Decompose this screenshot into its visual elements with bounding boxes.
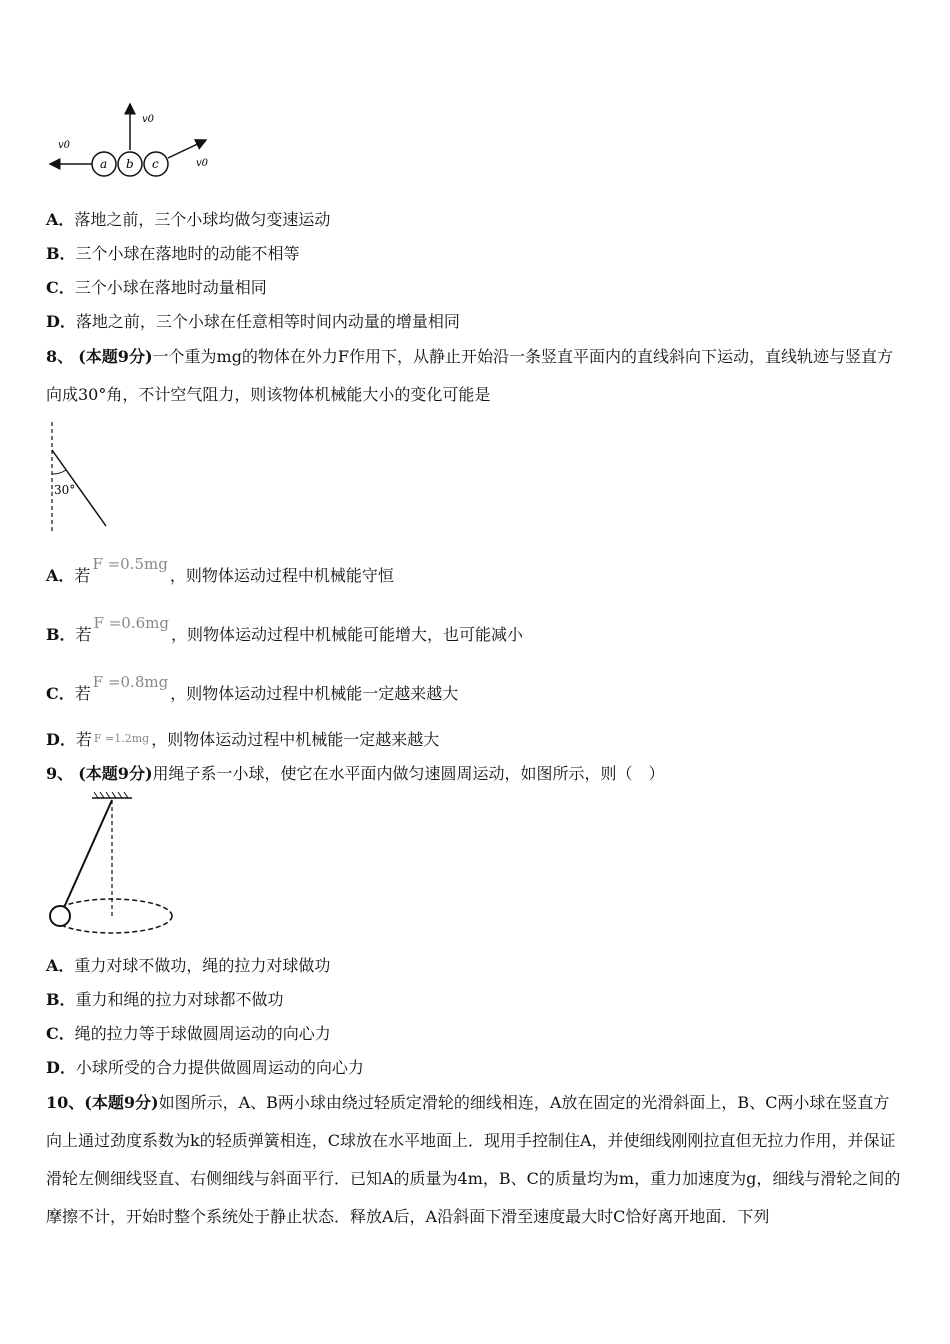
label-v0-up: v0	[142, 114, 155, 125]
label-c: c	[152, 157, 159, 171]
q7-option-c: C．三个小球在落地时动量相同	[46, 278, 267, 297]
q9-option-a: A．重力对球不做功，绳的拉力对球做功	[46, 956, 331, 975]
angle-label: 30°	[54, 483, 76, 497]
q9-option-b: B．重力和绳的拉力对球都不做功	[46, 990, 284, 1009]
q7-option-b: B．三个小球在落地时的动能不相等	[46, 244, 300, 263]
label-a: a	[100, 157, 108, 171]
q10-stem: 10、(本题9分)如图所示，A、B两小球由绕过轻质定滑轮的细线相连，A放在固定的光滑斜面上，B、C两小球在竖直方向上通过劲度系数为k的轻质弹簧相连，C球放在水平地面上．现用手控制住A，并使细线刚刚拉直但无拉力作用，并保证滑轮左侧细线竖直、右侧细线与斜面平行．已知A的质量为4m，B、C的质量均为m，重力加速度为g，细线与滑轮之间的摩擦不计，开始时整个系统处于静止状态．释放A后，A沿斜面下滑至速度最大时C恰好离开地面．下列	[46, 1093, 901, 1226]
q9-option-d: D．小球所受的合力提供做圆周运动的向心力	[46, 1058, 364, 1077]
label-v0-left: v0	[58, 140, 71, 151]
q8-option-c: C．若F =0.8mg，则物体运动过程中机械能一定越来越大	[46, 673, 459, 703]
incline-30-figure	[46, 420, 110, 534]
q8-stem: 8、 (本题9分)一个重为mg的物体在外力F作用下，从静止开始沿一条竖直平面内的直线斜向下运动，直线轨迹与竖直方向成30°角，不计空气阻力，则该物体机械能大小的变化可能是	[46, 347, 894, 404]
q7-option-a: A．落地之前，三个小球均做匀变速运动	[46, 210, 331, 229]
q8-option-d: D．若 F =1.2mg ，则物体运动过程中机械能一定越来越大	[46, 730, 440, 749]
three-balls-figure	[46, 98, 216, 184]
q7-option-d: D．落地之前，三个小球在任意相等时间内动量的增量相同	[46, 312, 460, 331]
q9-option-c: C．绳的拉力等于球做圆周运动的向心力	[46, 1024, 331, 1043]
conical-pendulum-figure	[46, 792, 178, 940]
label-v0-right: v0	[196, 158, 209, 169]
q9-stem: 9、 (本题9分)用绳子系一小球，使它在水平面内做匀速圆周运动，如图所示，则（ ）	[46, 764, 665, 783]
q8-option-b: B．若F =0.6mg，则物体运动过程中机械能可能增大，也可能减小	[46, 614, 523, 644]
q8-option-a: A．若F =0.5mg，则物体运动过程中机械能守恒	[46, 555, 394, 585]
label-b: b	[126, 157, 134, 171]
